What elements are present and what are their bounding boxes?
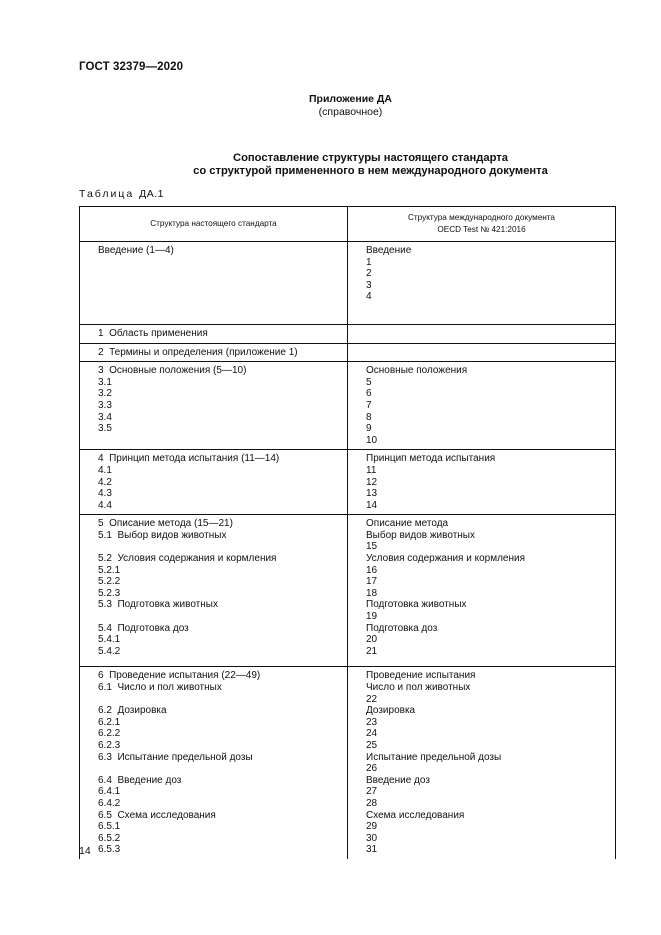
- table-row: [80, 362, 616, 450]
- cell-line: 11: [366, 464, 377, 476]
- cell-line: 10: [366, 434, 378, 446]
- cell-line: 6.2.1: [98, 716, 121, 728]
- cell-line: 23: [366, 716, 378, 728]
- cell-line: [98, 611, 341, 623]
- cell-line: Основные положения: [366, 365, 468, 377]
- document-code: ГОСТ 32379—2020: [79, 61, 184, 73]
- column-header-international: [348, 207, 616, 242]
- cell-line: 4: [366, 291, 372, 303]
- cell-line: [98, 763, 341, 775]
- cell-line: 5.2.2: [98, 576, 121, 588]
- table-header-row: [80, 207, 616, 242]
- column-header-international-line-2: OECD Test № 421:2016: [437, 225, 526, 234]
- document-title-line-1: Сопоставление структуры настоящего стандарта: [233, 152, 508, 164]
- cell-line: 8: [366, 411, 372, 423]
- table-row: [80, 515, 616, 667]
- cell-line: 16: [366, 564, 378, 576]
- table-label-number: ДА.1: [139, 188, 164, 200]
- cell-line: [98, 257, 341, 269]
- cell-line: 1 Область применения: [98, 327, 208, 339]
- cell-line: [98, 280, 341, 292]
- cell-line: 17: [366, 576, 378, 588]
- cell-line: 27: [366, 786, 378, 798]
- cell-line: Выбор видов животных: [366, 529, 475, 541]
- table-row: [80, 242, 616, 325]
- table-row: [80, 324, 616, 343]
- cell-line: 18: [366, 587, 378, 599]
- page-number: 14: [79, 845, 91, 857]
- cell-line: 21: [366, 645, 378, 657]
- appendix-title: Приложение ДА: [309, 93, 392, 105]
- cell-line: 6.5.3: [98, 844, 121, 856]
- cell-line: 4.1: [98, 464, 112, 476]
- cell-line: 6.4 Введение доз: [98, 774, 182, 786]
- cell-line: 5.4.1: [98, 634, 121, 646]
- cell-line: Введение доз: [366, 774, 430, 786]
- cell-line: 6 Проведение испытания (22—49): [98, 670, 261, 682]
- cell-line: Введение (1—4): [98, 245, 174, 256]
- column-header-standard: [80, 207, 348, 242]
- cell-line: 6.5.2: [98, 832, 121, 844]
- comparison-table: [79, 206, 616, 859]
- table-row: [80, 450, 616, 515]
- cell-standard-section: [80, 343, 348, 362]
- cell-line: 6.4.1: [98, 786, 121, 798]
- cell-standard-section: [80, 450, 348, 515]
- cell-line: 5.3 Подготовка животных: [98, 599, 218, 611]
- cell-line: Условия содержания и кормления: [366, 553, 526, 565]
- column-header-standard-text: Структура настоящего стандарта: [150, 219, 277, 228]
- table-body: [80, 242, 616, 859]
- cell-international-section: [348, 362, 616, 450]
- cell-line: 2: [366, 268, 372, 280]
- cell-international-section: [348, 515, 616, 667]
- table-label-word: Таблица: [79, 188, 135, 200]
- cell-line: 25: [366, 739, 378, 751]
- cell-line: 6.4.2: [98, 797, 121, 809]
- cell-line: Подготовка животных: [366, 599, 467, 611]
- cell-line: 15: [366, 541, 378, 553]
- cell-line: Схема исследования: [366, 809, 465, 821]
- cell-line: [98, 435, 341, 447]
- cell-line: Введение: [366, 245, 412, 256]
- cell-international-section: [348, 450, 616, 515]
- cell-line: 30: [366, 832, 378, 844]
- cell-line: 5 Описание метода (15—21): [98, 518, 233, 530]
- cell-line: Число и пол животных: [366, 682, 471, 693]
- document-title-line-2: со структурой примененного в нем международного документа: [193, 165, 548, 177]
- cell-line: Проведение испытания: [366, 670, 476, 682]
- cell-line: 12: [366, 476, 378, 488]
- cell-line: 4.4: [98, 499, 112, 511]
- appendix-subtitle: (справочное): [318, 106, 383, 118]
- cell-line: 5.1 Выбор видов животных: [98, 529, 227, 541]
- cell-standard-section: [80, 362, 348, 450]
- cell-line: [98, 541, 341, 553]
- cell-line: 6.5 Схема исследования: [98, 809, 216, 821]
- table-row: [80, 343, 616, 362]
- cell-line: 19: [366, 611, 378, 623]
- cell-line: 4 Принцип метода испытания (11—14): [98, 453, 280, 465]
- cell-line: 5.2.3: [98, 587, 121, 599]
- cell-line: 6.1 Число и пол животных: [98, 682, 222, 693]
- cell-line: 13: [366, 488, 378, 500]
- cell-line: 24: [366, 728, 378, 740]
- cell-line: 6.2.2: [98, 728, 121, 740]
- cell-line: 7: [366, 399, 372, 411]
- cell-line: 3: [366, 279, 372, 291]
- cell-line: 3.4: [98, 411, 112, 423]
- cell-line: 5.4.2: [98, 645, 121, 657]
- cell-line: [98, 268, 341, 280]
- cell-standard-section: [80, 515, 348, 667]
- cell-line: 3.3: [98, 399, 112, 411]
- cell-standard-section: [80, 667, 348, 859]
- cell-line: 31: [366, 844, 378, 856]
- cell-line: 5.4 Подготовка доз: [98, 622, 189, 634]
- cell-line: 5.2 Условия содержания и кормления: [98, 553, 277, 565]
- cell-international-section: [348, 667, 616, 859]
- cell-line: [366, 328, 609, 340]
- cell-standard-section: [80, 242, 348, 325]
- table-label: [79, 188, 164, 200]
- cell-line: 2 Термины и определения (приложение 1): [98, 346, 298, 358]
- cell-line: 1: [366, 256, 372, 268]
- cell-line: Дозировка: [366, 705, 416, 717]
- cell-line: 6.3 Испытание предельной дозы: [98, 751, 253, 763]
- cell-line: Испытание предельной дозы: [366, 751, 502, 763]
- column-header-international-line-1: Структура международного документа: [408, 213, 555, 222]
- cell-line: 28: [366, 797, 378, 809]
- cell-line: 5.2.1: [98, 564, 121, 576]
- cell-line: 26: [366, 763, 378, 775]
- cell-standard-section: [80, 324, 348, 343]
- cell-line: 22: [366, 693, 378, 705]
- cell-line: 3.5: [98, 423, 112, 435]
- cell-line: Принцип метода испытания: [366, 453, 496, 465]
- cell-line: 4.3: [98, 488, 112, 500]
- cell-line: 14: [366, 499, 378, 511]
- cell-line: 3.2: [98, 388, 112, 400]
- cell-line: 29: [366, 821, 378, 833]
- cell-line: 9: [366, 423, 372, 435]
- cell-international-section: [348, 242, 616, 325]
- cell-line: 6.2 Дозировка: [98, 705, 167, 717]
- table-row: [80, 667, 616, 859]
- cell-line: [98, 694, 341, 706]
- cell-line: Подготовка доз: [366, 622, 438, 634]
- cell-international-section: [348, 343, 616, 362]
- cell-line: 3.1: [98, 376, 112, 388]
- cell-line: 5: [366, 376, 372, 388]
- cell-line: 6: [366, 388, 372, 400]
- cell-line: 3 Основные положения (5—10): [98, 365, 247, 377]
- cell-international-section: [348, 324, 616, 343]
- cell-line: 6.2.3: [98, 739, 121, 751]
- cell-line: [98, 291, 341, 303]
- cell-line: 4.2: [98, 476, 112, 488]
- cell-line: 20: [366, 634, 378, 646]
- cell-line: 6.5.1: [98, 821, 121, 833]
- cell-line: [366, 347, 609, 359]
- cell-line: Описание метода: [366, 518, 449, 530]
